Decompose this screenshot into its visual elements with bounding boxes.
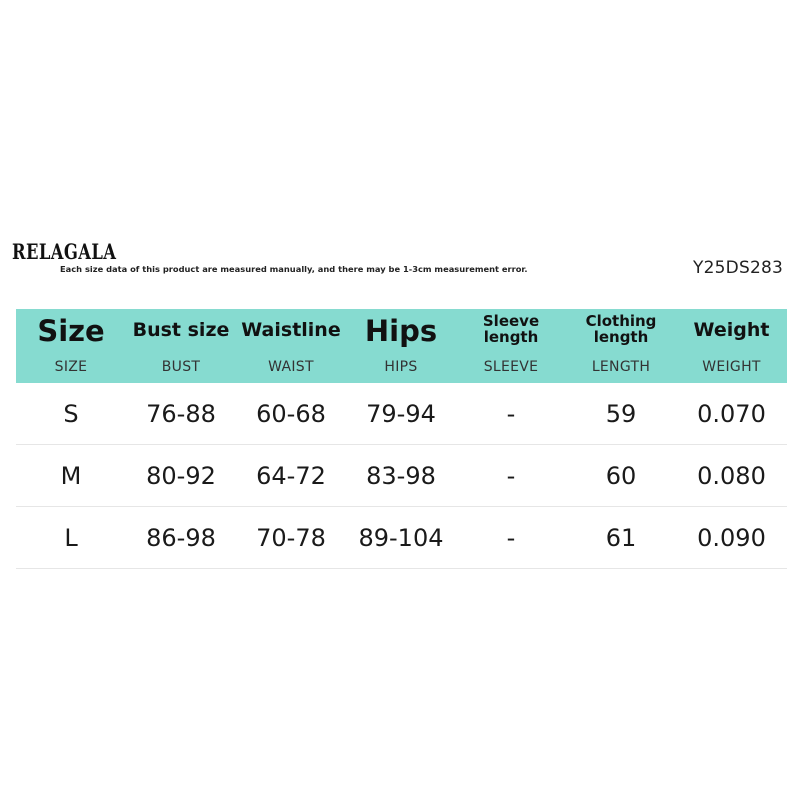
header-cell-waist	[236, 309, 346, 383]
header-subtitle: BUST	[161, 359, 201, 375]
header-title: Waistline	[241, 319, 341, 341]
table-cell: -	[506, 399, 516, 428]
header-cell-hips	[346, 309, 456, 383]
header-subtitle: LENGTH	[591, 359, 651, 375]
table-cell: S	[63, 399, 79, 428]
table-row	[16, 507, 787, 569]
table-cell: 0.080	[697, 461, 766, 490]
table-cell: L	[64, 523, 78, 552]
table-cell: 0.090	[697, 523, 766, 552]
header-subtitle: HIPS	[384, 359, 418, 375]
table-row	[16, 383, 787, 445]
table-cell: 86-98	[146, 523, 216, 552]
header-cell-length	[566, 309, 676, 383]
size-chart-table	[16, 309, 787, 569]
table-cell: 79-94	[366, 399, 436, 428]
header-title: Bust size	[132, 319, 230, 341]
header-subtitle: SIZE	[54, 359, 88, 375]
table-cell: 59	[605, 399, 637, 428]
header-subtitle: WAIST	[268, 359, 314, 375]
header-subtitle: SLEEVE	[483, 359, 539, 375]
table-cell: 64-72	[256, 461, 326, 490]
table-cell: 61	[605, 523, 637, 552]
header-title: Size	[37, 314, 105, 348]
table-cell: 83-98	[366, 461, 436, 490]
table-cell: -	[506, 461, 516, 490]
table-cell: 60-68	[256, 399, 326, 428]
table-cell: 89-104	[358, 523, 444, 552]
header-cell-sleeve	[456, 309, 566, 383]
header-title: Clothing length	[585, 312, 657, 346]
header-cell-size	[16, 309, 126, 383]
table-row	[16, 445, 787, 507]
table-cell: 76-88	[146, 399, 216, 428]
header-subtitle: WEIGHT	[702, 359, 761, 375]
table-cell: 80-92	[146, 461, 216, 490]
header-title: Weight	[693, 319, 770, 341]
header-title: Hips	[364, 314, 438, 348]
table-header	[16, 309, 787, 383]
table-cell: 0.070	[697, 399, 766, 428]
header-cell-weight	[676, 309, 787, 383]
table-cell: -	[506, 523, 516, 552]
measurement-disclaimer: Each size data of this product are measured manually, and there may be 1-3cm measurement error.	[60, 264, 528, 274]
brand-logo: RELAGALA	[12, 239, 117, 264]
product-code: Y25DS283	[693, 258, 783, 278]
header-title: Sleeve length	[482, 312, 540, 346]
table-cell: M	[60, 461, 82, 490]
header-cell-bust	[126, 309, 236, 383]
table-cell: 70-78	[256, 523, 326, 552]
table-cell: 60	[605, 461, 637, 490]
